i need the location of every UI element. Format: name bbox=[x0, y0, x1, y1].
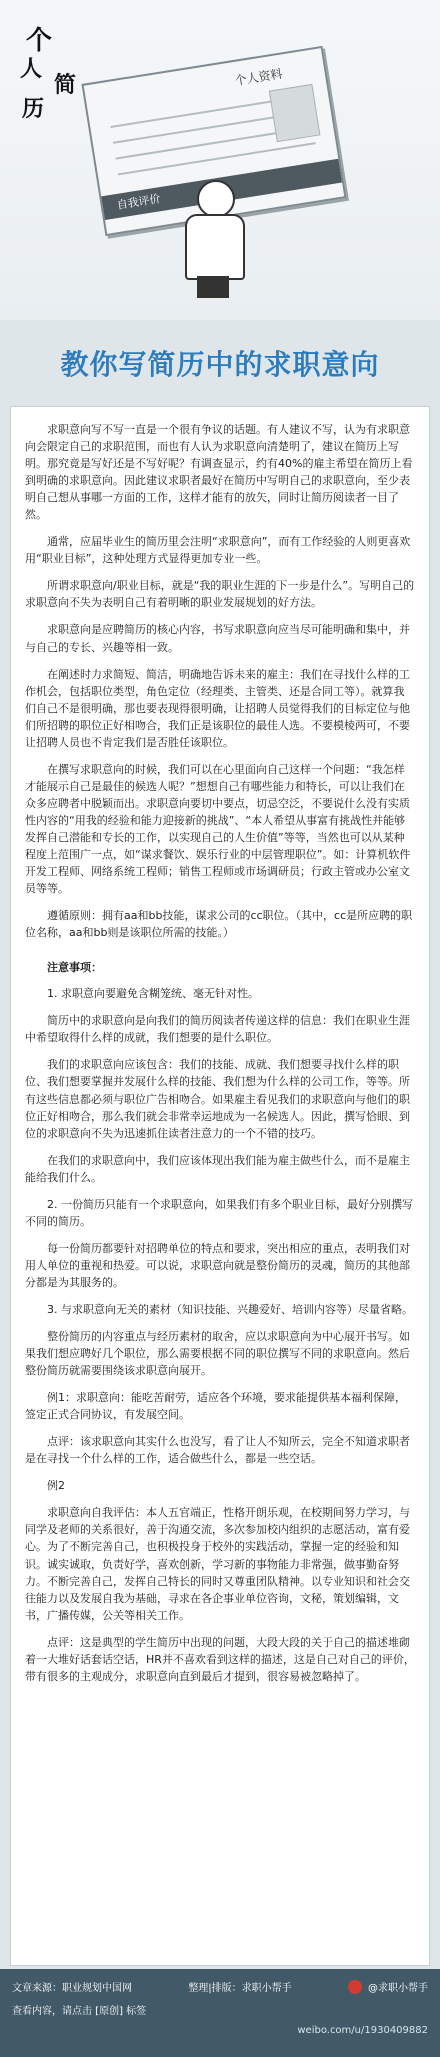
person-body bbox=[185, 214, 245, 280]
footer-weibo-handle: @求职小帮手 bbox=[368, 1983, 428, 1994]
note-item: 例2 bbox=[47, 1479, 65, 1493]
brand-char-3: 简 bbox=[54, 73, 77, 98]
note-item: 3. 与求职意向无关的素材（知识技能、兴趣爱好、培训内容等）尽量省略。 bbox=[47, 1302, 413, 1316]
article-title: 教你写简历中的求职意向 bbox=[60, 348, 380, 381]
note-item: 我们的求职意向应该包含：我们的技能、成就、我们想要寻找什么样的职位、我们想要掌握并发展什么样的技能、我们想为什么样的公司工作，等等。所有这些信息都必须与职位广告相吻合。如果雇主看见我们的求职意向与他们的职位正好相吻合，那么我们就会非常幸运地成为一名候选人。因此，撰写恰眼、到位的求职意向不失为迅速抓住读者注意力的一个不错的技巧。 bbox=[25, 1058, 410, 1140]
person-legs bbox=[197, 276, 229, 298]
note-item: 点评：这是典型的学生简历中出现的问题，大段大段的关于自己的描述堆砌着一大堆好话套话空话，HR并不喜欢看到这样的描述，这是自己对自己的评价，带有很多的主观成分，求职意向直到最后才提到，很容易被忽略掉了。 bbox=[25, 1635, 415, 1683]
footer-row-top bbox=[12, 1979, 428, 1994]
brand-logo bbox=[18, 20, 78, 120]
article-content bbox=[10, 406, 430, 1966]
footer-weibo[interactable] bbox=[348, 1979, 428, 1994]
photo-placeholder-icon bbox=[269, 84, 321, 142]
weibo-icon bbox=[348, 1980, 362, 1994]
card-strip: 自我评价 bbox=[101, 159, 342, 220]
footer-editor: 整理|排版：求职小帮手 bbox=[188, 1983, 292, 1994]
note-item: 1. 求职意向要避免含糊笼统、毫无针对性。 bbox=[47, 987, 259, 1001]
article-paragraph: 通常，应届毕业生的简历里会注明“求职意向”，而有工作经验的人则更喜欢用“职业目标”，这种处理方式显得更加专业一些。 bbox=[25, 535, 411, 566]
article-paragraph: 在撰写求职意向的时候，我们可以在心里面向自己这样一个问题：“我怎样才能展示自己是最佳的候选人呢？”想想自己有哪些能力和特长，可以让我们在众多应聘者中脱颖而出。求职意向要切中要点，切忌空泛，不要说什么没有实质性内容的“用我的经验和能力迎接新的挑战”、“本人希望从事富有挑战性并能够发挥自己潜能和专长的工作，以实现自己的人生价值”等等，当然也可以从某种程度上范围广一点，如“谋求餐饮、娱乐行业的中层管理职位”。如：计算机软件开发工程师、网络系统工程师；销售工程师或市场调研员；行政主管或办公室文员等等。 bbox=[25, 762, 411, 896]
brand-char-1: 个 bbox=[26, 26, 53, 56]
note-item: 整份简历的内容重点与经历素材的取舍，应以求职意向为中心展开书写。如果我们想应聘好几个职位，那么需要根据不同的职位撰写不同的求职意向。然后整份简历就需要围绕该求职意向展开。 bbox=[25, 1330, 410, 1378]
note-item: 在我们的求职意向中，我们应该体现出我们能为雇主做些什么，而不是雇主能给我们什么。 bbox=[25, 1153, 410, 1184]
footer-source: 文章来源：职业规划中国网 bbox=[12, 1983, 132, 1994]
note-item: 例1：求职意向：能吃苦耐劳，适应各个环境，要求能提供基本福利保障，签定正式合同协议，有发展空间。 bbox=[25, 1391, 406, 1422]
brand-char-4: 历 bbox=[22, 97, 45, 122]
footer-tip: 查看内容，请点击 [原创] 标签 bbox=[12, 2006, 147, 2017]
notes-title: 注意事项： bbox=[47, 961, 102, 975]
note-item: 点评：该求职意向其实什么也没写，看了让人不知所云，完全不知道求职者是在寻找一个什么样的工作，适合做些什么，都是一些空话。 bbox=[25, 1435, 410, 1466]
footer bbox=[0, 1969, 440, 2057]
footer-url[interactable]: weibo.com/u/1930409882 bbox=[297, 2025, 428, 2036]
article-paragraph: 求职意向写不写一直是一个很有争议的话题。有人建议不写，认为有求职意向会限定自己的求职范围，而也有人认为求职意向清楚明了，建议在简历上写明。那究竟是写好还是不写好呢？有调查显示，约有40%的雇主希望在简历上看到明确的求职意向。因此建议求职者最好在简历中写明自己的求职意向，至少表明自己想从事哪一方面的工作，这样才能有的放矢，同时让简历阅读者一目了然。 bbox=[25, 423, 413, 522]
person-head bbox=[197, 180, 235, 218]
article-paragraph: 所谓求职意向/职业目标，就是“我的职业生涯的下一步是什么”。写明自己的求职意向不失为表明自己有着明晰的职业发展规划的好方法。 bbox=[25, 579, 415, 610]
article-paragraph: 在阐述时力求简短、简洁，明确地告诉未来的雇主：我们在寻找什么样的工作机会，包括职位类型，角色定位（经理类、主管类、还是合同工等）。就算我们自己不是很明确，那也要表现得很明确，让招聘人员觉得我们的目标定位与他们所招聘的职位正好相吻合，我们正是该职位的最佳人选。不要模棱两可，不要让招聘人员也不肯定我们是否胜任该职位。 bbox=[25, 667, 410, 749]
note-item: 2. 一份简历只能有一个求职意向，如果我们有多个职业目标，最好分别撰写不同的简历。 bbox=[25, 1197, 413, 1228]
note-item: 每一份简历都要针对招聘单位的特点和要求，突出相应的重点，表明我们对用人单位的重视和热爱。可以说，求职意向就是整份简历的灵魂，简历的其他部分都是为其服务的。 bbox=[25, 1241, 410, 1289]
hero-banner bbox=[0, 0, 440, 320]
brand-char-2: 人 bbox=[20, 57, 43, 82]
article-paragraph: 遵循原则：拥有aa和bb技能，谋求公司的cc职位。（其中，cc是所应聘的职位名称，aa和bb则是该职位所需的技能。） bbox=[25, 909, 413, 940]
card-title: 个人资料 bbox=[233, 66, 284, 88]
person-illustration-icon bbox=[175, 180, 255, 300]
article-paragraph: 求职意向是应聘简历的核心内容，书写求职意向应当尽可能明确和集中，并与自己的专长、兴趣等相一致。 bbox=[25, 623, 410, 654]
note-item: 求职意向自我评估：本人五官端正，性格开朗乐观，在校期间努力学习，与同学及老师的关系很好，善于沟通交流，多次参加校内组织的志愿活动，富有爱心。为了不断完善自己，也积极投身于校外的实践活动，掌握一定的经验和知识。诚实诚取，负责好学，喜欢创新，学习新的事物能力非常强，做事勤奋努力。不断完善自己，发挥自己特长的同时又尊重团队精神。以专业知识和社会交往能力以及发展自我为基础，寻求在各企事业单位咨询，文秘，策划编辑，文书，广播传媒，公关等相关工作。 bbox=[25, 1506, 410, 1622]
title-wrap bbox=[0, 320, 440, 406]
note-item: 简历中的求职意向是向我们的简历阅读者传递这样的信息：我们在职业生涯中希望取得什么样的成就，我们想要的是什么职位。 bbox=[25, 1014, 410, 1045]
